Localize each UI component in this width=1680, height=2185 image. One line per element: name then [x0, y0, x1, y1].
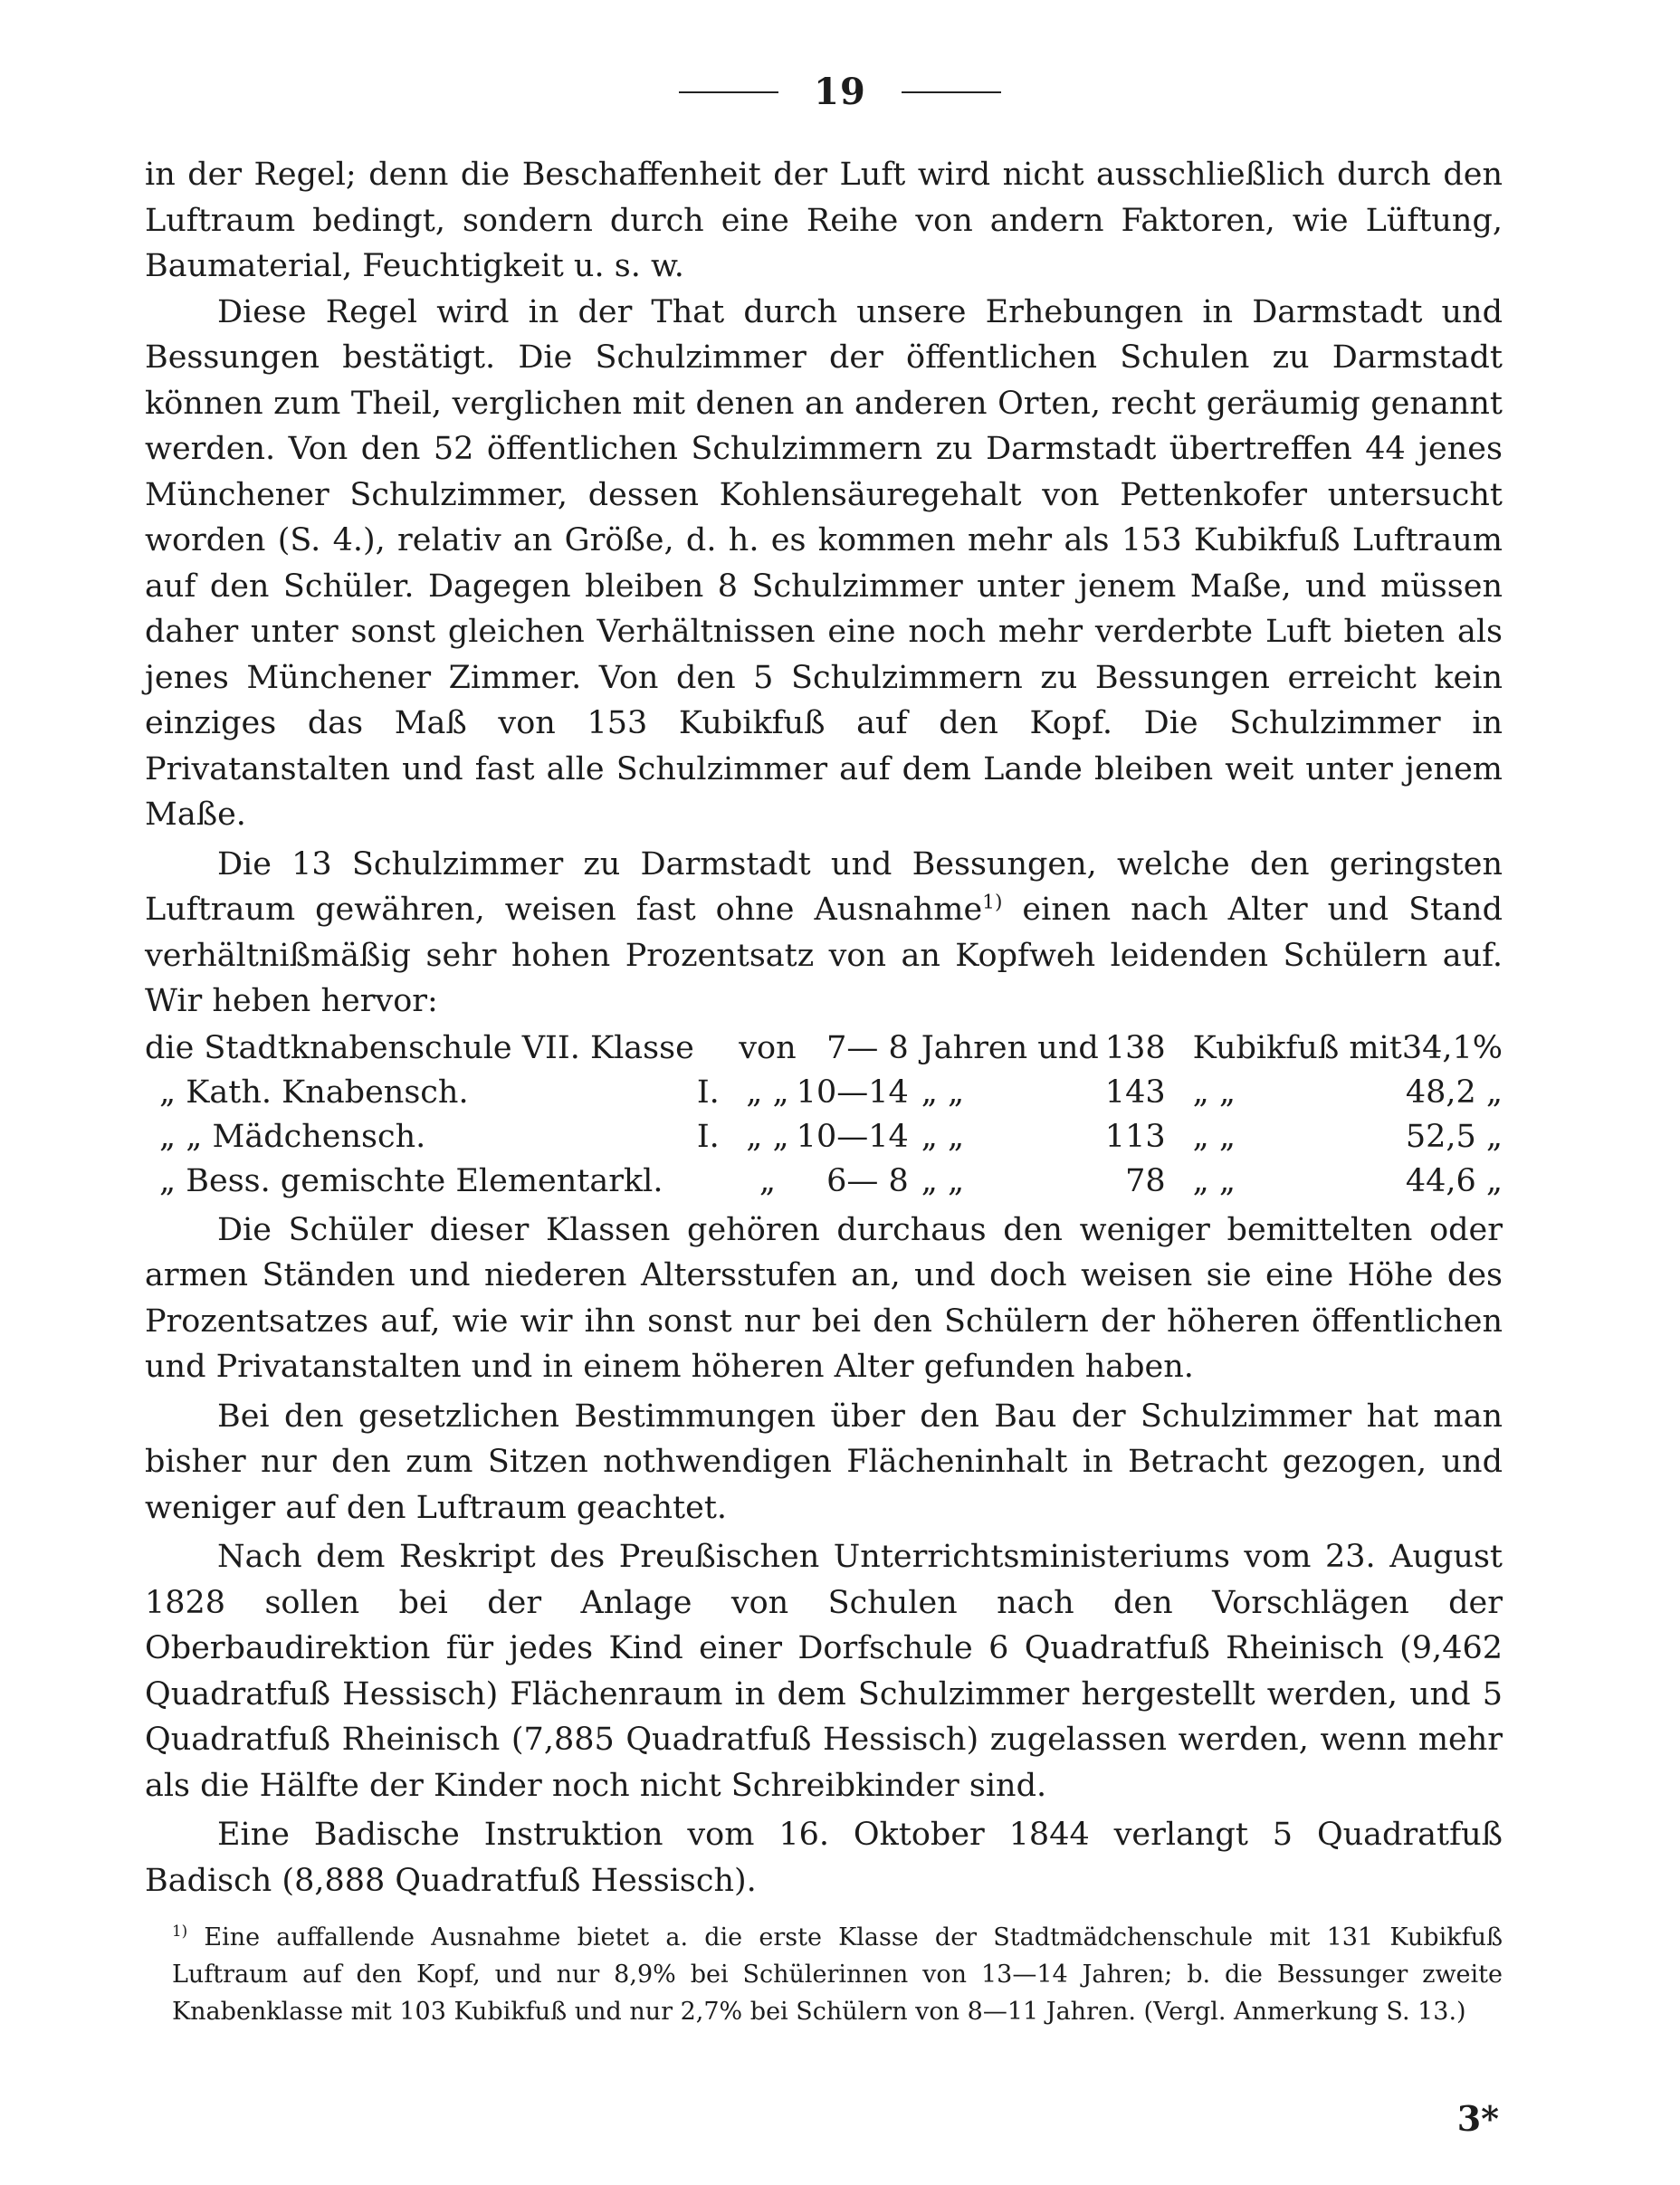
row-cubic-feet: 138 — [1104, 1029, 1166, 1066]
footnotes — [172, 1919, 1503, 2030]
row-percent: 48,2 „ — [1405, 1073, 1503, 1111]
row-kubikfuss: Kubikfuß mit — [1192, 1029, 1402, 1066]
paragraph-lowest-airspace-text: Die 13 Schulzimmer zu Darmstadt und Bessungen, welche den geringsten Luftraum gewähren, weisen fast ohne Ausnahme — [145, 845, 1503, 928]
table-row — [145, 1115, 1503, 1159]
row-kubikfuss: „ „ — [1192, 1118, 1236, 1155]
row-kubikfuss: „ „ — [1192, 1073, 1236, 1111]
footnote-reference: 1) — [982, 891, 1003, 914]
row-cubic-feet: 143 — [1104, 1073, 1166, 1111]
row-school: die Stadtknabenschule VII. Klasse — [145, 1029, 694, 1066]
table-row — [145, 1159, 1503, 1204]
row-kubikfuss: „ „ — [1192, 1162, 1236, 1199]
paragraph-baden-instruction: Eine Badische Instruktion vom 16. Oktober 1844 verlangt 5 Quadratfuß Badisch (8,888 Quadratfuß Hessisch). — [145, 1817, 1503, 1899]
row-cubic-feet: 113 — [1104, 1118, 1166, 1155]
school-airspace-table — [145, 1026, 1503, 1204]
paragraph-poorer-classes: Die Schüler dieser Klassen gehören durchaus den weniger bemittelten oder armen Ständen und niederen Altersstufen an, und doch weisen sie eine Höhe des Prozentsatzes auf, wie wir ihn sonst nur bei den Schülern der höheren öffentlichen und Privatanstalten und in einem höheren Alter gefunden haben. — [145, 1211, 1503, 1385]
row-jahren: Jahren und — [921, 1029, 1099, 1066]
paragraph-prussian-rescript: Nach dem Reskript des Preußischen Unterrichtsministeriums vom 23. August 1828 sollen bei der Anlage von Schulen nach den Vorschlägen der Oberbaudirektion für jedes Kind einer Dorfschule 6 Quadratfuß Rheinisch (9,462 Quadratfuß Hessisch) Flächenraum in dem Schulzimmer hergestellt werden, und 5 Quadratfuß Rheinisch (7,885 Quadratfuß Hessisch) zugelassen werden, wenn mehr als die Hälfte der Kinder noch nicht Schreibkinder sind. — [145, 1539, 1503, 1804]
page-header — [0, 71, 1680, 113]
paragraph-legal-provisions: Bei den gesetzlichen Bestimmungen über den Bau der Schulzimmer hat man bisher nur den zum Sitzen nothwendigen Flächeninhalt in Betracht gezogen, und weniger auf den Luftraum geachtet. — [145, 1398, 1503, 1526]
paragraph-lowest-airspace-text-2: einen nach Alter und Stand verhältnißmäßig sehr hohen Prozentsatz von an Kopfweh leidenden Schülern auf. Wir heben hervor: — [145, 892, 1503, 1019]
sheet-signature: 3* — [1456, 2098, 1499, 2139]
footnote-1 — [172, 1919, 1503, 2030]
row-jahren: „ „ — [921, 1162, 965, 1199]
row-cubic-feet: 78 — [1125, 1162, 1166, 1199]
paragraph-darmstadt-rooms: Diese Regel wird in der That durch unsere Erhebungen in Darmstadt und Bessungen bestätigt. Die Schulzimmer der öffentlichen Schulen zu Darmstadt können zum Theil, verglichen mit denen an anderen Orten, recht geräumig genannt werden. Von den 52 öffentlichen Schulzimmern zu Darmstadt übertreffen 44 jenes Münchener Schulzimmer, dessen Kohlensäuregehalt von Pettenkofer untersucht worden (S. 4.), relativ an Größe, d. h. es kommen mehr als 153 Kubikfuß Luftraum auf den Schüler. Dagegen bleiben 8 Schulzimmer unter jenem Maße, und müssen daher unter sonst gleichen Verhältnissen eine noch mehr verderbte Luft bieten als jenes Münchener Zimmer. Von den 5 Schulzimmern zu Bessungen erreicht kein einziges das Maß von 153 Kubikfuß auf den Kopf. Die Schulzimmer in Privatanstalten und fast alle Schulzimmer auf dem Lande bleiben weit unter jenem Maße. — [145, 293, 1503, 833]
row-von: „ „ — [746, 1118, 789, 1155]
row-school: „ „ Mädchensch. — [159, 1118, 426, 1155]
row-class — [697, 1026, 739, 1071]
row-age: 10—14 — [796, 1118, 909, 1155]
row-von: von — [739, 1029, 797, 1066]
row-jahren: „ „ — [921, 1118, 965, 1155]
main-text — [145, 152, 1503, 1904]
paragraph-lowest-airspace — [145, 842, 1503, 1025]
row-percent: 52,5 „ — [1405, 1118, 1503, 1155]
row-class: I. — [696, 1073, 720, 1111]
page-number: 19 — [814, 71, 866, 113]
row-age: 7— 8 — [826, 1029, 909, 1066]
paragraph-continuation: in der Regel; denn die Beschaffenheit der Luft wird nicht ausschließlich durch den Luftraum bedingt, sondern durch eine Reihe von andern Faktoren, wie Lüftung, Baumaterial, Feuchtigkeit u. s. w. — [145, 157, 1503, 284]
row-age: 6— 8 — [826, 1162, 909, 1199]
footnote-mark: 1) — [172, 1922, 188, 1940]
row-age: 10—14 — [796, 1073, 909, 1111]
table-row — [145, 1026, 1503, 1071]
footnote-text: Eine auffallende Ausnahme bietet a. die erste Klasse der Stadtmädchenschule mit 131 Kubikfuß Luftraum auf den Kopf, und nur 8,9% bei Schülerinnen von 13—14 Jahren; b. die Bessunger zweite Knabenklasse mit 103 Kubikfuß und nur 2,7% bei Schülern von 8—11 Jahren. (Vergl. Anmerkung S. 13.) — [172, 1923, 1503, 2026]
row-percent: 34,1% — [1401, 1029, 1503, 1066]
header-rule-left — [679, 91, 778, 93]
row-class — [697, 1159, 739, 1204]
header-rule-right — [902, 91, 1001, 93]
row-school: „ Kath. Knabensch. — [159, 1073, 469, 1111]
row-jahren: „ „ — [921, 1073, 965, 1111]
row-percent: 44,6 „ — [1405, 1162, 1503, 1199]
row-class: I. — [696, 1118, 720, 1155]
row-school: „ Bess. gemischte Elementarkl. — [159, 1162, 663, 1199]
row-von: „ „ — [746, 1073, 789, 1111]
row-von: „ — [759, 1162, 777, 1199]
table-row — [145, 1071, 1503, 1115]
